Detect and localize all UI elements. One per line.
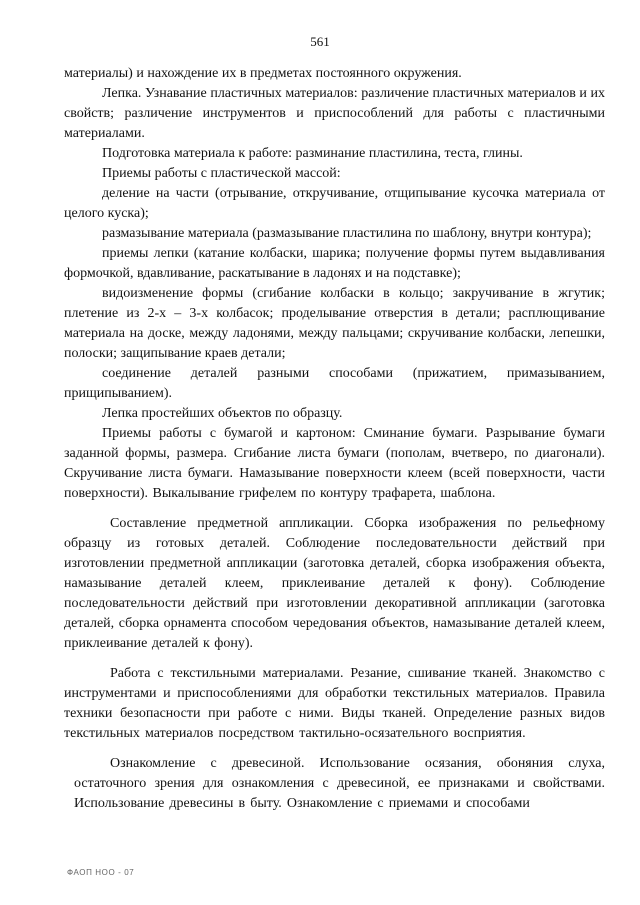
paragraph: видоизменение формы (сгибание колбаски в кольцо; закручивание в жгутик; плетение из 2-х – 3-х колбасок; проделывание отверстия в детали; расплющивание материала на доске, между ладонями, между пальцами; скручивание колбаски, лепешки, полоски; защипывание краев детали; <box>64 286 605 361</box>
paragraph: соединение деталей разными способами (прижатием, примазыванием, прищипыванием). <box>64 366 605 401</box>
document-body <box>64 64 605 814</box>
paragraph: материалы) и нахождение их в предметах постоянного окружения. <box>64 66 462 81</box>
paragraph: Подготовка материала к работе: разминание пластилина, теста, глины. <box>102 146 523 161</box>
paragraph: деление на части (отрывание, откручивание, отщипывание кусочка материала от целого куска); <box>64 186 605 221</box>
paragraph: размазывание материала (размазывание пластилина по шаблону, внутри контура); <box>102 226 592 241</box>
paragraph: Лепка простейших объектов по образцу. <box>102 406 343 421</box>
page-number: 561 <box>310 34 330 49</box>
paragraph: Приемы работы с пластической массой: <box>102 166 341 181</box>
footer-mark: ФАОП НОО - 07 <box>67 868 135 877</box>
paragraph: Приемы работы с бумагой и картоном: Сминание бумаги. Разрывание бумаги заданной формы, размера. Сгибание листа бумаги (пополам, вчетверо, по диагонали). Скручивание листа бумаги. Намазывание поверхности клеем (всей поверхности, части поверхности). Выкалывание грифелем по контуру трафарета, шаблона. <box>64 426 605 501</box>
paragraph: приемы лепки (катание колбаски, шарика; получение формы путем выдавливания формочкой, вдавливание, раскатывание в ладонях и на подставке); <box>64 246 605 281</box>
paragraph: Лепка. Узнавание пластичных материалов: различение пластичных материалов и их свойств; различение инструментов и приспособлений для работы с пластичными материалами. <box>64 86 605 141</box>
paragraph: Составление предметной аппликации. Сборка изображения по рельефному образцу из готовых деталей. Соблюдение последовательности действий при изготовлении предметной аппликации (заготовка деталей, сборка изображения объекта, намазывание деталей клеем, приклеивание деталей к фону). Соблюдение последовательности действий при изготовлении декоративной аппликации (заготовка деталей, сборка орнамента способом чередования объектов, намазывание деталей клеем, приклеивание деталей к фону). <box>64 516 605 651</box>
paragraph: Работа с текстильными материалами. Резание, сшивание тканей. Знакомство с инструментами и приспособлениями для обработки текстильных материалов. Правила техники безопасности при работе с ними. Виды тканей. Определение разных видов текстильных материалов посредством тактильно-осязательного восприятия. <box>64 666 605 741</box>
paragraph: Ознакомление с древесиной. Использование осязания, обоняния слуха, остаточного зрения для ознакомления с древесиной, ее признаками и свойствами. Использование древесины в быту. Ознакомление с приемами и способами <box>74 756 605 811</box>
